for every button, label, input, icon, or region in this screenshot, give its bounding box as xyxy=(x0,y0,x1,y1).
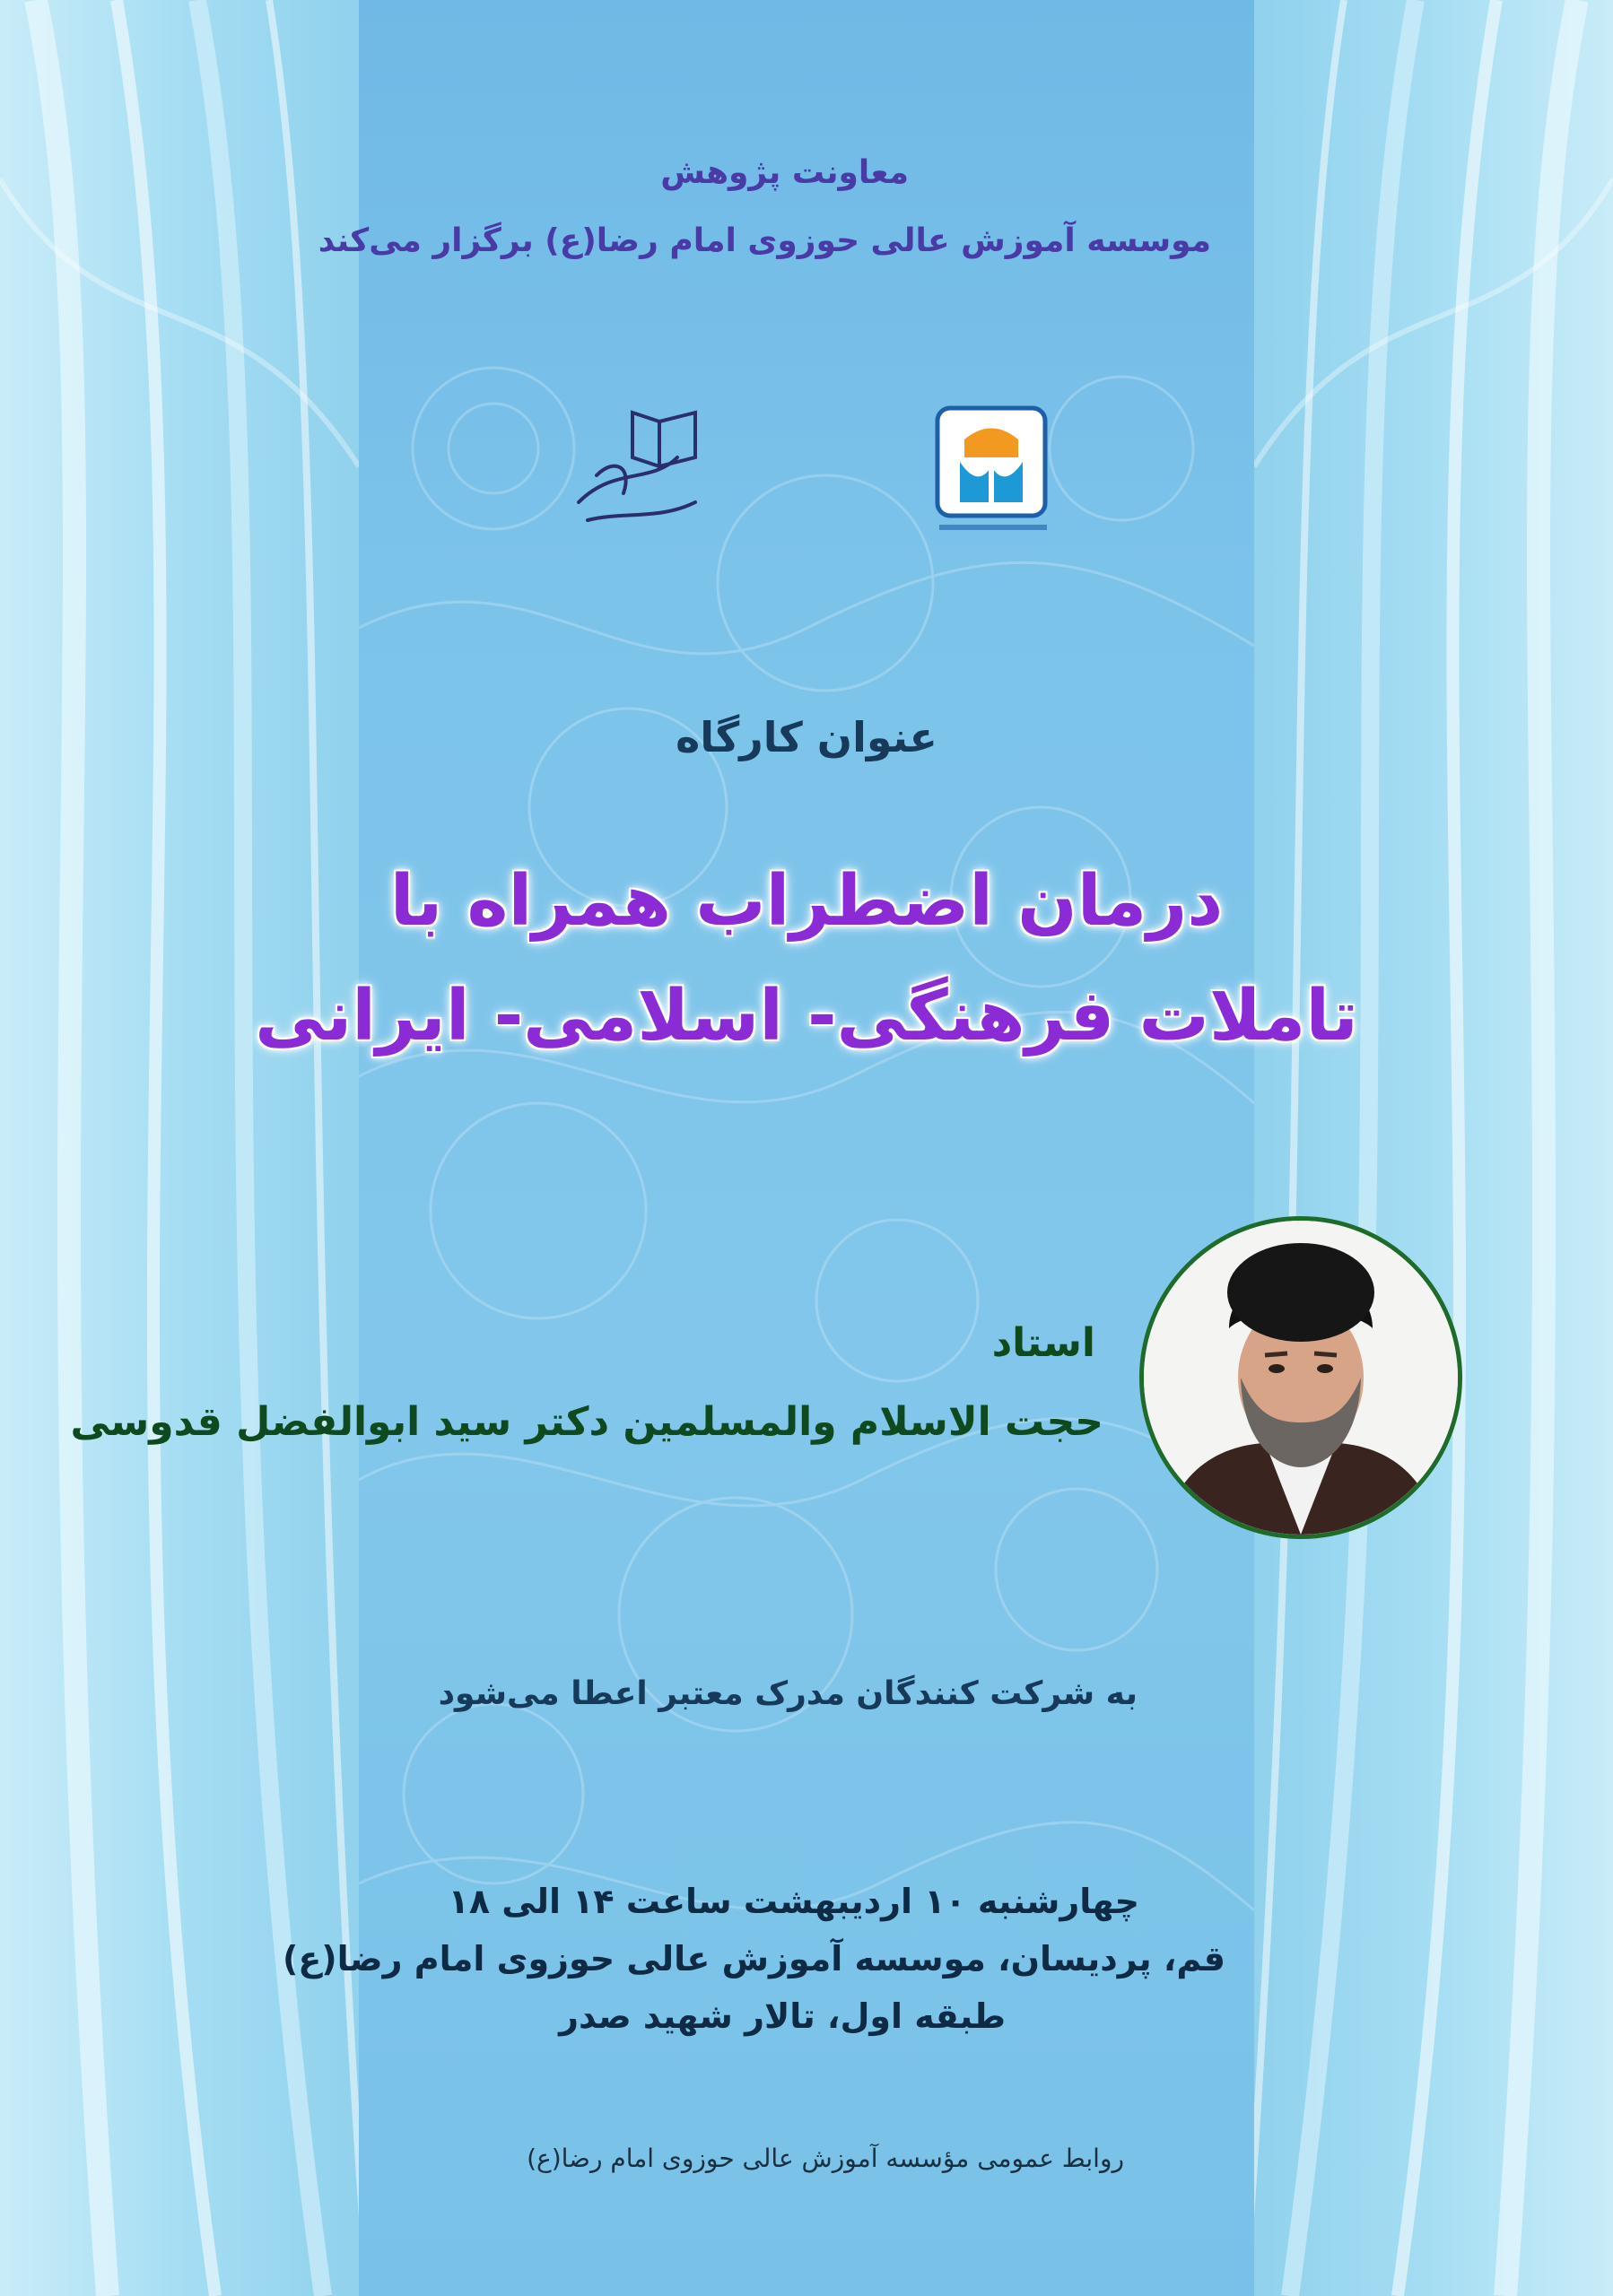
event-date-time: چهارشنبه ۱۰ اردیبهشت ساعت ۱۴ الی ۱۸ xyxy=(448,1882,1139,1921)
instructor-label: استاد xyxy=(991,1320,1095,1366)
instructor-name: حجت الاسلام والمسلمین دکتر سید ابوالفضل قدوسی xyxy=(70,1399,1103,1445)
curtain-right xyxy=(1236,0,1613,2296)
workshop-title-line1: درمان اضطراب همراه با xyxy=(389,861,1224,942)
event-venue: قم، پردیسان، موسسه آموزش عالی حوزوی امام رضا(ع) xyxy=(282,1939,1225,1979)
instructor-photo xyxy=(1139,1216,1462,1539)
header-deputy: معاونت پژوهش xyxy=(660,154,909,191)
workshop-title-line2: تاملات فرهنگی- اسلامی- ایرانی xyxy=(255,976,1358,1057)
ketabkhane-logo xyxy=(561,404,713,547)
imam-reza-institute-logo xyxy=(929,404,1059,547)
instructor-portrait-icon xyxy=(1144,1221,1458,1535)
event-floor: طبقه اول، تالار شهید صدر xyxy=(559,1996,1006,2036)
workshop-label: عنوان کارگاه xyxy=(676,713,937,761)
header-organizer: موسسه آموزش عالی حوزوی امام رضا(ع) برگزار می‌کند xyxy=(318,222,1211,259)
certificate-note: به شرکت کنندگان مدرک معتبر اعطا می‌شود xyxy=(438,1675,1138,1712)
footer-public-relations: روابط عمومی مؤسسه آموزش عالی حوزوی امام رضا(ع) xyxy=(527,2144,1124,2173)
